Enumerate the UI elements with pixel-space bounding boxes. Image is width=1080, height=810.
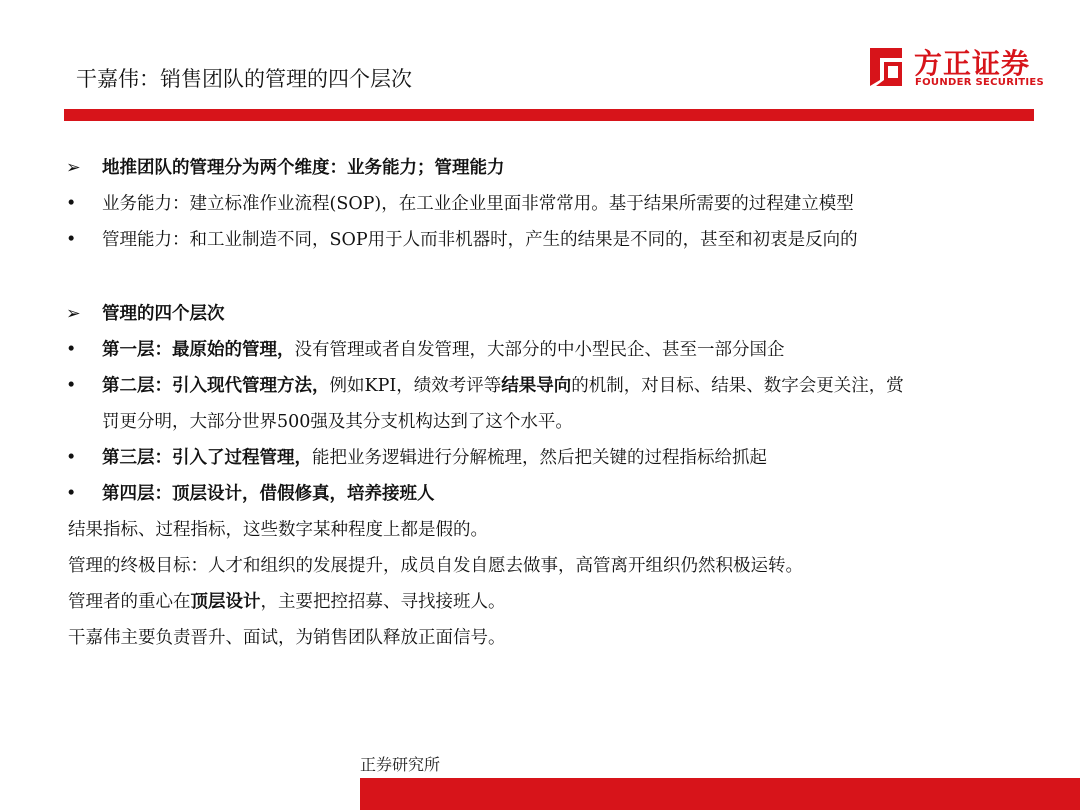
paragraph: 管理者的重心在顶层设计，主要把控招募、寻找接班人。: [68, 592, 506, 612]
list-item: • 业务能力：建立标准作业流程(SOP)，在工业企业里面非常常用。基于结果所需要的过程建立模型: [64, 186, 1039, 222]
dot-bullet-icon: •: [66, 484, 77, 504]
dot-bullet-icon: •: [66, 340, 77, 360]
company-logo: [862, 44, 1045, 94]
section-heading: ➢ 管理的四个层次: [64, 296, 1039, 332]
dot-bullet-icon: •: [66, 194, 77, 214]
dot-bullet-icon: •: [66, 230, 77, 250]
paragraph: 干嘉伟主要负责晋升、面试，为销售团队释放正面信号。: [68, 628, 506, 648]
list-item: • 第四层：顶层设计，借假修真，培养接班人: [64, 476, 1039, 512]
list-item: • 第二层：引入现代管理方法，例如KPI，绩效考评等结果导向的机制，对目标、结果、数字会更关注，赏: [64, 368, 1039, 404]
paragraph: 结果指标、过程指标，这些数字某种程度上都是假的。: [68, 520, 488, 540]
arrow-bullet-icon: ➢: [66, 158, 81, 178]
section-heading: ➢ 地推团队的管理分为两个维度：业务能力；管理能力: [64, 150, 1039, 186]
founder-logo-icon: [862, 44, 908, 90]
paragraph: 管理的终极目标：人才和组织的发展提升，成员自发自愿去做事，高管离开组织仍然积极运转。: [68, 556, 803, 576]
dot-bullet-icon: •: [66, 376, 77, 396]
list-item: • 第三层：引入了过程管理，能把业务逻辑进行分解梳理，然后把关键的过程指标给抓起: [64, 440, 1039, 476]
slide-content: [64, 150, 1039, 656]
logo-english-text: FOUNDER SECURITIES: [915, 77, 1045, 88]
arrow-bullet-icon: ➢: [66, 304, 81, 324]
list-item: • 第一层：最原始的管理，没有管理或者自发管理，大部分的中小型民企、甚至一部分国企: [64, 332, 1039, 368]
dot-bullet-icon: •: [66, 448, 77, 468]
footer-bar: [360, 778, 1080, 810]
header-title: 干嘉伟：销售团队的管理的四个层次: [76, 67, 412, 91]
list-item: • 管理能力：和工业制造不同，SOP用于人而非机器时，产生的结果是不同的，甚至和初衷是反向的: [64, 222, 1039, 258]
footer-label: 正券研究所: [360, 755, 441, 774]
list-item-continuation: 罚更分明，大部分世界500强及其分支机构达到了这个水平。: [102, 412, 573, 432]
header-divider-bar: [64, 109, 1034, 121]
logo-chinese-text: 方正证券: [914, 47, 1031, 80]
